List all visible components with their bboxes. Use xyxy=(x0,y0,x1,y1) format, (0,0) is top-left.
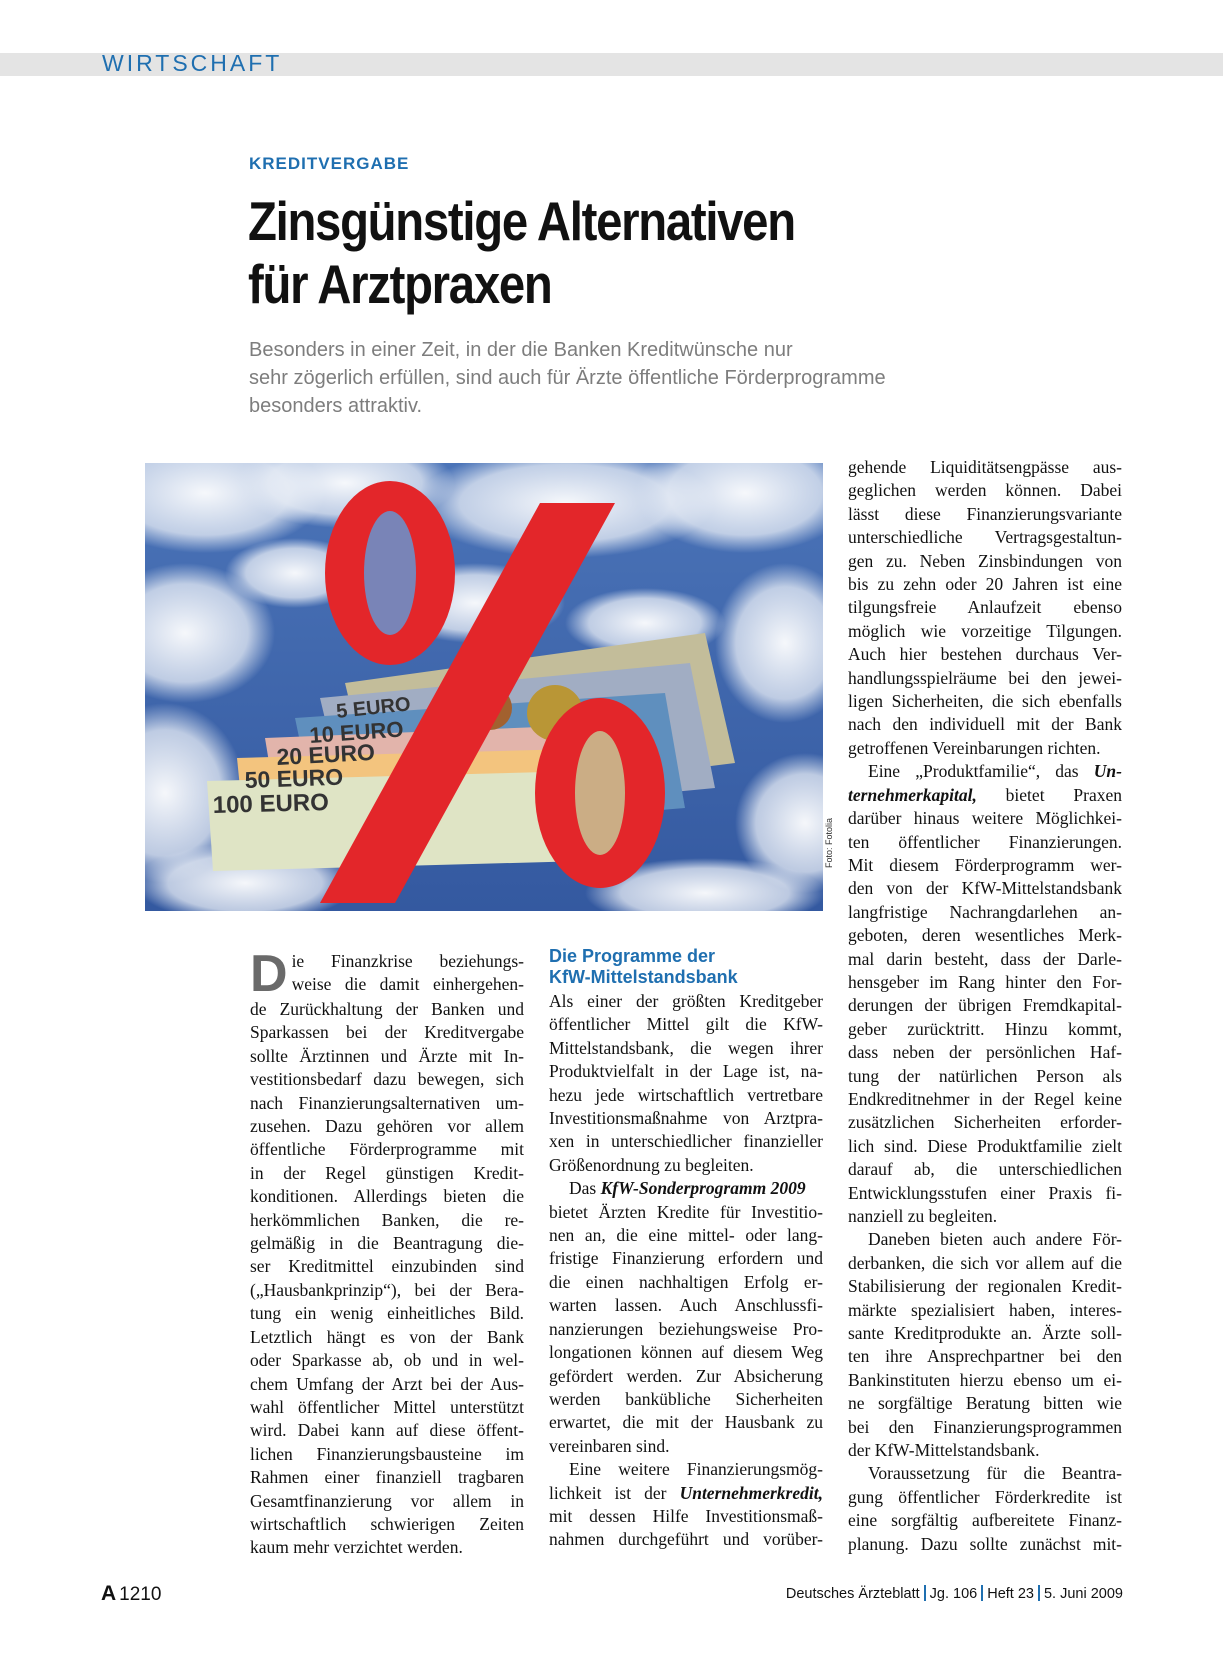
text-line: geglichen werden können. Dabei xyxy=(848,480,1122,501)
text-line: öffentliche Förderprogramme mit xyxy=(250,1139,524,1160)
journal-issue: Heft 23 xyxy=(987,1586,1034,1602)
text-line: werden bankübliche Sicherheiten xyxy=(549,1388,823,1409)
text-line: tung ein wenig einheitliches Bild. xyxy=(250,1303,524,1324)
text-line xyxy=(848,784,1122,807)
text-line: darüber hinaus weitere Möglichkei- xyxy=(848,808,1122,829)
photo-credit: Foto: Fotolia xyxy=(824,817,834,868)
text-line: nahmen durchgeführt und vorüber- xyxy=(549,1529,823,1550)
text-line: Endkreditnehmer in der Regel keine xyxy=(848,1088,1122,1109)
text-line: öffentlicher Mittel gilt die KfW- xyxy=(549,1014,823,1035)
text-line: handlungsspielräume bei den jewei- xyxy=(848,667,1122,688)
banknote-label: 20 EURO xyxy=(275,738,376,770)
text-line xyxy=(549,1482,823,1505)
subhead-line: KfW-Mittelstandsbank xyxy=(549,967,738,987)
text-line: derungen der übrigen Fremdkapital- xyxy=(848,995,1122,1016)
text-line: herkömmlichen Banken, die re- xyxy=(250,1209,524,1230)
program-name: KfW-Sonderprogramm 2009 xyxy=(600,1178,806,1199)
lead-line: besonders attraktiv. xyxy=(249,395,423,417)
text-line: ten ihre Ansprechpartner bei den xyxy=(848,1346,1122,1367)
divider xyxy=(924,1585,926,1601)
text-line: chem Umfang der Arzt bei der Aus- xyxy=(250,1373,524,1394)
text-line: nach Finanzierungsalternativen um- xyxy=(250,1092,524,1113)
text-line: Sparkassen bei der Kreditvergabe xyxy=(250,1022,524,1043)
dropcap: D xyxy=(250,945,288,1003)
text-line: ne sorgfältige Beratung bitten wie xyxy=(848,1393,1122,1414)
text-line: ligen Sicherheiten, die sich ebenfalls xyxy=(848,691,1122,712)
banknote-label: 100 EURO xyxy=(212,788,330,819)
journal-name: Deutsches Ärzteblatt xyxy=(785,1586,920,1602)
text-line: den von der KfW-Mittelstandsbank xyxy=(848,878,1122,899)
program-name: Unternehmerkredit, xyxy=(679,1482,823,1503)
text-line: Mit diesem Förderprogramm wer- xyxy=(848,854,1122,875)
text-line: tilgungsfreie Anlaufzeit ebenso xyxy=(848,597,1122,618)
lead-line: Besonders in einer Zeit, in der die Banken Kreditwünsche nur xyxy=(249,339,793,361)
lead-line: sehr zögerlich erfüllen, sind auch für Ärzte öffentliche Förderprogramme xyxy=(249,367,886,389)
banknote-label: 50 EURO xyxy=(244,763,344,793)
text-line: derbanken, die sich vor allem auf die xyxy=(848,1252,1122,1273)
text-line: hezu jede wirtschaftlich vertretbare xyxy=(549,1084,823,1105)
headline-line: Zinsgünstige Alternativen xyxy=(248,190,795,252)
banknote-label: 5 EURO xyxy=(335,693,412,723)
text-line: zusehen. Dazu gehören vor allem xyxy=(250,1116,524,1137)
text-line: ten öffentlicher Finanzierungen. xyxy=(848,831,1122,852)
text-line: der KfW-Mittelstandsbank. xyxy=(848,1440,1040,1461)
text-line: Letztlich hängt es von der Bank xyxy=(250,1326,524,1347)
article-kicker: KREDITVERGABE xyxy=(249,154,410,173)
text-line: getroffenen Vereinbarungen richten. xyxy=(848,737,1101,758)
text-line: mit dessen Hilfe Investitionsmaß- xyxy=(549,1505,823,1526)
text-line: Produktvielfalt in der Lage ist, na- xyxy=(549,1061,823,1082)
text-line: nanziell zu begleiten. xyxy=(848,1206,998,1226)
text-line: kaum mehr verzichtet werden. xyxy=(250,1537,463,1558)
text-line: geboten, deren wesentliches Merk- xyxy=(848,925,1122,946)
text-line: erwartet, die mit der Hausbank zu xyxy=(549,1412,823,1433)
text-line: Daneben bieten auch andere För- xyxy=(868,1229,1122,1250)
text-line: Entwicklungsstufen einer Praxis fi- xyxy=(848,1182,1122,1203)
text-run: Eine „Produktfamilie“, das xyxy=(868,761,1094,782)
divider xyxy=(1038,1585,1040,1601)
text-line: darauf ab, die unterschiedlichen xyxy=(848,1159,1122,1180)
text-line: zusätzlichen Sicherheiten erforder- xyxy=(848,1112,1122,1133)
text-line xyxy=(549,1177,823,1200)
text-line: nen an, die eine mittel- oder lang- xyxy=(549,1225,823,1246)
text-line: eine sorgfältig aufbereitete Finanz- xyxy=(848,1510,1122,1531)
text-line: bietet Ärzten Kredite für Investitio- xyxy=(549,1201,823,1222)
text-line: tung der natürlichen Person als xyxy=(848,1065,1122,1086)
section-subhead xyxy=(549,946,823,988)
article-lead xyxy=(249,336,1029,420)
section-label: WIRTSCHAFT xyxy=(102,50,283,76)
text-line: dass neben der persönlichen Haf- xyxy=(848,1042,1122,1063)
text-line: Als einer der größten Kreditgeber xyxy=(549,991,823,1011)
program-name: ternehmerkapital, xyxy=(848,784,977,805)
text-line: konditionen. Allerdings bieten die xyxy=(250,1186,524,1207)
text-line: Investitionsmaßnahme von Arztpra- xyxy=(549,1108,823,1129)
text-line: nanzierungen beziehungsweise Pro- xyxy=(549,1318,823,1339)
text-line: lässt diese Finanzierungsvariante xyxy=(848,503,1122,524)
text-line: warten lassen. Auch Anschlussfi- xyxy=(549,1295,823,1316)
text-line: mal darin besteht, dass der Darle- xyxy=(848,948,1122,969)
text-line: Mittelstandsbank, die wegen ihrer xyxy=(549,1037,823,1058)
text-line: lichen Finanzierungsbausteine im xyxy=(250,1443,524,1464)
journal-info xyxy=(786,1585,1123,1602)
article-column-3 xyxy=(848,456,1122,1556)
article-column-2 xyxy=(549,946,823,1552)
text-line: ie Finanzkrise beziehungs- xyxy=(291,951,524,971)
text-line: sante Kreditprodukte an. Ärzte soll- xyxy=(848,1323,1122,1344)
text-line: Auch hier bestehen durchaus Ver- xyxy=(848,644,1122,665)
text-run: lichkeit ist der xyxy=(549,1482,680,1503)
text-line: bei den Finanzierungsprogrammen xyxy=(848,1416,1122,1437)
text-line: vereinbaren sind. xyxy=(549,1435,670,1456)
text-line: hensgeber im Rang hinter den For- xyxy=(848,971,1122,992)
text-line: de Zurückhaltung der Banken und xyxy=(250,999,524,1019)
text-line: möglich wie vorzeitige Tilgungen. xyxy=(848,620,1122,641)
page-number xyxy=(101,1582,161,1606)
article-column-1 xyxy=(250,945,524,1560)
text-line: langfristige Nachrangdarlehen an- xyxy=(848,901,1122,922)
text-line: Gesamtfinanzierung vor allem in xyxy=(250,1490,524,1511)
text-line: Voraussetzung für die Beantra- xyxy=(868,1463,1122,1484)
text-line: Eine weitere Finanzierungsmög- xyxy=(569,1459,823,1480)
program-name: Un- xyxy=(1093,761,1122,782)
journal-volume: Jg. 106 xyxy=(929,1586,978,1602)
text-line: sollte Ärztinnen und Ärzte mit In- xyxy=(250,1045,524,1066)
text-line: ser Kreditmittel einzubinden sind xyxy=(250,1256,524,1277)
text-line: gung öffentlicher Förderkredite ist xyxy=(848,1486,1122,1507)
text-line: weise die damit einhergehen- xyxy=(291,974,524,995)
text-line: longationen können auf diesem Weg xyxy=(549,1342,823,1363)
text-line: märkte spezialisiert haben, interes- xyxy=(848,1299,1122,1320)
text-line: gehende Liquiditätsengpässe aus- xyxy=(848,457,1122,477)
text-line: wirtschaftlich schwierigen Zeiten xyxy=(250,1513,524,1534)
page-prefix: A xyxy=(101,1582,117,1605)
text-line: gelmäßig in die Beantragung die- xyxy=(250,1233,524,1254)
text-line: xen in unterschiedlicher finanzieller xyxy=(549,1131,823,1152)
text-line: die einen nachhaltigen Erfolg er- xyxy=(549,1271,823,1292)
text-line: unterschiedliche Vertragsgestaltun- xyxy=(848,527,1122,548)
text-line: geber zurücktritt. Hinzu kommt, xyxy=(848,1018,1122,1039)
banknote-label: 10 EURO xyxy=(308,716,405,748)
percent-banknotes-image xyxy=(145,463,823,911)
text-line: planung. Dazu sollte zunächst mit- xyxy=(848,1533,1122,1554)
headline-line: für Arztpraxen xyxy=(248,253,552,315)
page-number-value: 1210 xyxy=(119,1584,162,1605)
text-line: Bankinstituten hierzu ebenso um ei- xyxy=(848,1369,1122,1390)
divider xyxy=(981,1585,983,1601)
text-line: fristige Finanzierung erfordern und xyxy=(549,1248,823,1269)
text-line: bis zu zehn oder 20 Jahren ist eine xyxy=(848,574,1122,595)
text-line: in der Regel günstigen Kredit- xyxy=(250,1162,524,1183)
article-headline xyxy=(248,190,795,316)
journal-date: 5. Juni 2009 xyxy=(1043,1586,1123,1602)
text-line: wahl öffentlicher Mittel unterstützt xyxy=(250,1396,524,1417)
text-run: Das xyxy=(569,1178,601,1199)
text-line: wird. Dabei kann auf diese öffent- xyxy=(250,1420,524,1441)
text-line: vestitionsbedarf dazu bewegen, sich xyxy=(250,1069,524,1090)
text-line: Stabilisierung der regionalen Kredit- xyxy=(848,1276,1122,1297)
text-run: bietet Praxen xyxy=(976,784,1122,805)
article-photo xyxy=(145,463,823,911)
subhead-line: Die Programme der xyxy=(549,946,716,966)
text-line xyxy=(848,760,1122,783)
text-line: lich sind. Diese Produktfamilie zielt xyxy=(848,1135,1122,1156)
text-line: Rahmen einer finanziell tragbaren xyxy=(250,1467,524,1488)
text-line: Größenordnung zu begleiten. xyxy=(549,1154,754,1175)
text-line: gefördert werden. Zur Absicherung xyxy=(549,1365,823,1386)
text-line: gen zu. Neben Zinsbindungen von xyxy=(848,550,1122,571)
text-line: nach den individuell mit der Bank xyxy=(848,714,1122,735)
text-line: oder Sparkasse ab, ob und in wel- xyxy=(250,1350,524,1371)
text-line: („Hausbankprinzip“), bei der Bera- xyxy=(250,1279,524,1300)
